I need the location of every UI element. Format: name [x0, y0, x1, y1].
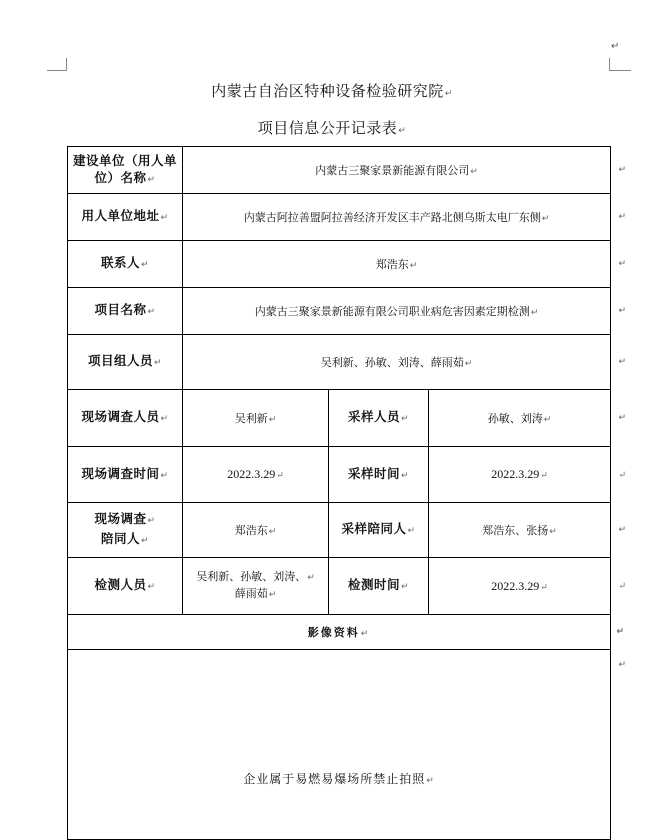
survey-escort-label: 现场调查↵ 陪同人↵ [68, 503, 183, 558]
document-subtitle-text: 项目信息公开记录表 [257, 119, 398, 137]
table-row [68, 650, 611, 840]
page-corner-mark-left [47, 58, 67, 71]
paragraph-mark-icon: ↵ [398, 126, 407, 136]
table-row [68, 241, 611, 288]
table-row [68, 288, 611, 335]
info-table [67, 146, 627, 840]
row-end-mark-icon: ↵ [618, 580, 627, 591]
employer-address-label: 用人单位地址↵ [68, 194, 183, 241]
survey-escort-value: 郑浩东↵ [183, 503, 329, 558]
construction-unit-label: 建设单位（用人单位）名称↵ [68, 147, 183, 194]
row-end-mark-icon: ↵ [618, 165, 627, 175]
table-row [68, 147, 611, 194]
page-corner-mark-right [609, 58, 631, 71]
project-name-value: 内蒙古三聚家景新能源有限公司职业病危害因素定期检测↵ ↵ [183, 288, 611, 335]
images-section-title: 影像资料↵ ↵ [68, 615, 611, 650]
row-end-mark-icon: ↵ [618, 259, 627, 269]
images-section-content [68, 650, 627, 840]
document-title-text: 内蒙古自治区特种设备检验研究院 [211, 82, 444, 100]
row-end-mark-icon: ↵ [618, 660, 627, 670]
survey-staff-label: 现场调查人员↵ [68, 390, 183, 447]
row-end-mark-icon: ↵ [616, 627, 627, 637]
row-end-mark-icon: ↵ [618, 413, 627, 423]
sampling-escort-label: 采样陪同人↵ [329, 503, 429, 558]
document-title [0, 80, 664, 101]
row-end-mark-icon: ↵ [618, 469, 627, 479]
paragraph-mark-icon: ↵ [611, 41, 620, 52]
table-row [68, 194, 611, 241]
paragraph-mark-icon: ↵ [444, 89, 453, 99]
construction-unit-value: 内蒙古三聚家景新能源有限公司↵ ↵ [183, 147, 611, 194]
sampling-time-label: 采样时间↵ [329, 447, 429, 503]
sampling-escort-value: 郑浩东、张扬↵ ↵ [429, 503, 611, 558]
testing-staff-label: 检测人员↵ [68, 558, 183, 615]
survey-time-label: 现场调查时间↵ [68, 447, 183, 503]
table-row [68, 558, 611, 615]
row-end-mark-icon: ↵ [618, 306, 627, 316]
row-end-mark-icon: ↵ [618, 357, 627, 367]
table-row [68, 390, 611, 447]
survey-staff-value: 吴利新↵ [183, 390, 329, 447]
project-team-label: 项目组人员↵ [68, 335, 183, 390]
testing-staff-value: 吴利新、孙敏、刘涛、↵ 薛雨茹↵ [183, 558, 329, 615]
contact-label: 联系人↵ [68, 241, 183, 288]
sampling-staff-label: 采样人员↵ [329, 390, 429, 447]
project-team-value: 吴利新、孙敏、刘涛、薛雨茹↵ ↵ [183, 335, 611, 390]
employer-address-value: 内蒙古阿拉善盟阿拉善经济开发区丰产路北侧乌斯太电厂东侧↵ ↵ [183, 194, 611, 241]
sampling-time-value: 2022.3.29↵ ↵ [429, 447, 611, 503]
table-row [68, 503, 611, 558]
document-subtitle [0, 117, 664, 138]
project-name-label: 项目名称↵ [68, 288, 183, 335]
photo-prohibited-note: 企业属于易燃易爆场所禁止拍照↵ [243, 772, 435, 786]
row-end-mark-icon: ↵ [618, 212, 627, 222]
table-row [68, 615, 611, 650]
survey-time-value: 2022.3.29↵ [183, 447, 329, 503]
row-end-mark-icon: ↵ [618, 525, 627, 535]
testing-time-label: 检测时间↵ [329, 558, 429, 615]
contact-value: 郑浩东↵ ↵ [183, 241, 611, 288]
sampling-staff-value: 孙敏、刘涛↵ ↵ [429, 390, 611, 447]
table-row [68, 447, 611, 503]
table-row [68, 335, 611, 390]
testing-time-value: 2022.3.29↵ ↵ [429, 558, 611, 615]
